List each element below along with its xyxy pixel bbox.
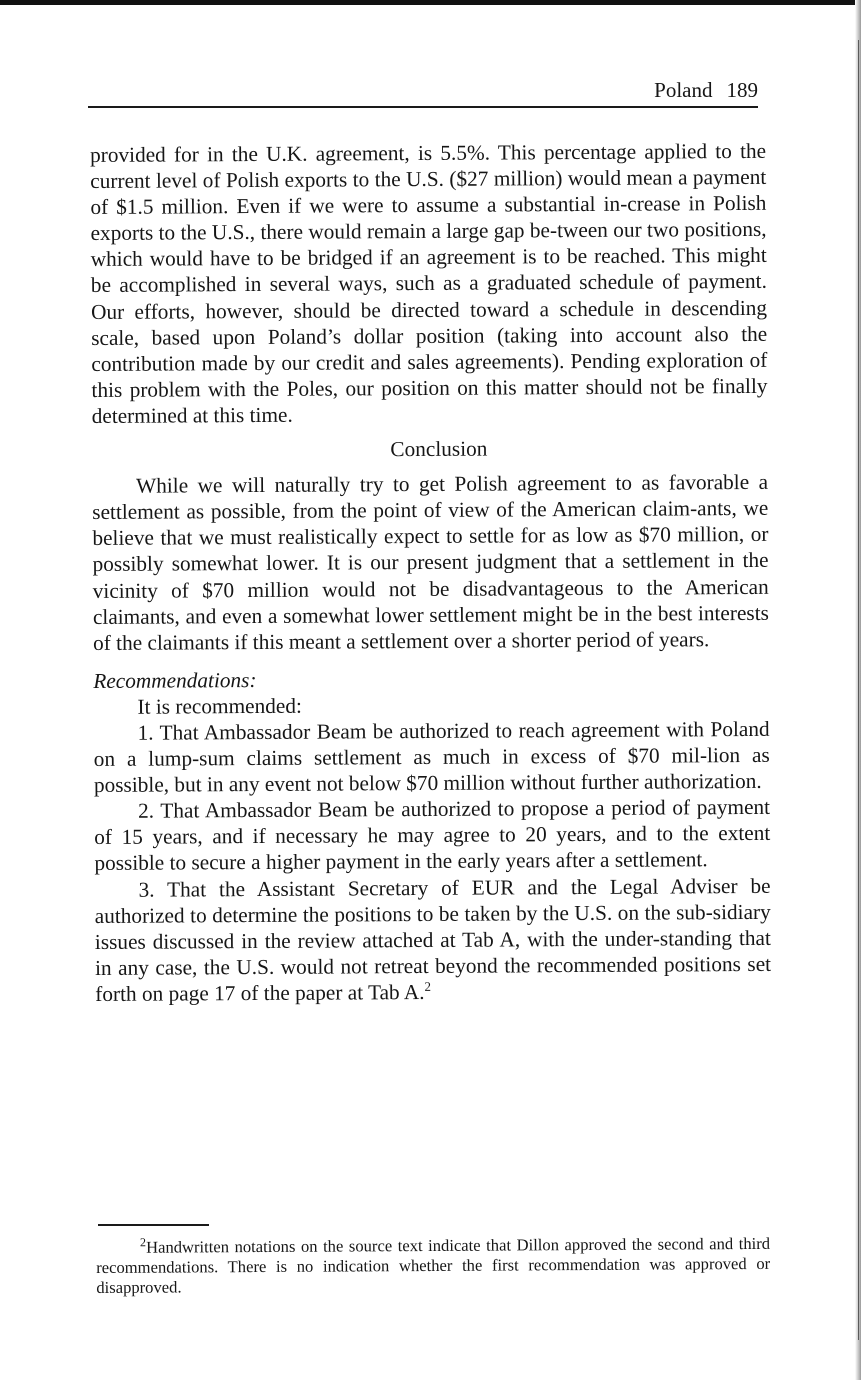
recommendations-intro: It is recommended:: [137, 693, 302, 719]
footnote-rule: [98, 1224, 209, 1226]
footnote: [96, 1234, 770, 1298]
continued-paragraph: provided for in the U.K. agreement, is 5.5%. This percentage applied to the current level of Polish exports to the U.S. ($27 million) would mean a payment of $1.5 million. Even if we were to assume a substantial in-crease in Polish exports to the U.S., there would remain a large gap be-tween our two positions, which would have to be bridged if an agreement is to be reached. This might be accomplished in several ways, such as a graduated schedule of payment. Our efforts, however, should be directed toward a schedule in descending scale, based upon Poland’s dollar position (taking into account also the contribution made by our credit and sales agreements). Pending exploration of this problem with the Poles, our position on this matter should not be finally determined at this time.: [90, 138, 768, 428]
scan-right-edge-line: [858, 40, 859, 1340]
recommendation-item: 1. That Ambassador Beam be authorized to reach agreement with Poland on a lump-sum claims settlement as much in excess of $70 mil-lion as possible, but in any event not below $70 million without further authorization.: [93, 716, 770, 798]
footnote-reference[interactable]: 2: [424, 978, 432, 994]
running-header: [88, 76, 758, 104]
footnote-marker: 2: [139, 1235, 147, 1250]
conclusion-paragraph: While we will naturally try to get Polish agreement to as favorable a settlement as possible, from the point of view of the American claim-ants, we believe that we must realistically expect to settle for as low as $70 million, or possibly somewhat lower. It is our present judgment that a settlement in the vicinity of $70 million would not be disadvantageous to the American claimants, and even a somewhat lower settlement might be in the best interests of the claimants if this meant a settlement over a shorter period of years.: [92, 469, 769, 655]
recommendation-item: 2. That Ambassador Beam be authorized to propose a period of payment of 15 years, and if necessary he may agree to 20 years, and to the extent possible to secure a higher payment in the early years after a settlement.: [94, 795, 771, 876]
scan-top-edge: [0, 0, 861, 5]
page-number: 189: [726, 78, 758, 102]
footnote-text: Handwritten notations on the source text indicate that Dillon approved the second and third recommendations. There is no indication whether the first recommendation was approved or disapproved.: [96, 1233, 771, 1297]
conclusion-heading: Conclusion: [390, 436, 488, 462]
recommendation-item-last: [94, 872, 771, 1007]
main-text: [90, 138, 771, 1007]
header-rule: [88, 106, 758, 108]
recommendation-text: 3. That the Assistant Secretary of EUR and the Legal Adviser be authorized to determine the positions to be taken by the U.S. on the sub-sidiary issues discussed in the review attached at Tab A, with the under-standing that in any case, the U.S. would not retreat beyond the recommended positions set forth on page 17 of the paper at Tab A.: [94, 873, 772, 1006]
header-title: Poland: [654, 78, 713, 102]
recommendations-heading: Recommendations:: [93, 667, 257, 693]
